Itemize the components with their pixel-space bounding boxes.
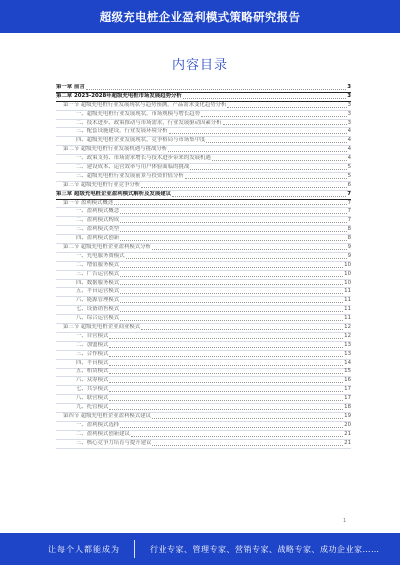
toc-entry-page: 3 (347, 101, 351, 108)
toc-entry-title: 一、超级充电桩行业发展现状，市场规模与增长趋势 (76, 110, 200, 117)
toc-entry-title: 三、盈利模式类型 (76, 226, 120, 233)
toc-entry[interactable] (56, 422, 351, 431)
toc-entry[interactable] (56, 315, 351, 324)
toc-leader-dots (190, 169, 346, 170)
toc-leader-dots (223, 124, 347, 125)
toc-entry-page: 7 (347, 217, 351, 224)
toc-leader-dots (206, 142, 346, 143)
toc-leader-dots (120, 284, 343, 285)
toc-entry-title: 四、超级充电桩企业发展现状，竞争格局与市场集中度 (76, 137, 206, 144)
toc-leader-dots (169, 133, 347, 134)
toc-entry-title: 三、核心竞争力培育与提升建议 (76, 439, 152, 446)
toc-entry-page: 11 (344, 315, 351, 322)
toc-entry[interactable] (56, 395, 351, 404)
toc-entry-title: 一、盈利模式选择 (76, 421, 120, 428)
toc-leader-dots (141, 187, 346, 188)
toc-leader-dots (109, 356, 343, 357)
toc-entry[interactable] (56, 369, 351, 378)
toc-entry-page: 6 (347, 181, 351, 188)
toc-entry-page: 9 (347, 244, 351, 251)
toc-entry-title: 八、综合运营模式 (76, 315, 120, 322)
toc-entry-title: 三、合作模式 (76, 350, 109, 357)
toc-entry-page: 17 (344, 386, 351, 393)
toc-leader-dots (120, 240, 346, 241)
toc-entry-page: 8 (347, 226, 351, 233)
toc-entry-title: 二、加盟模式 (76, 341, 109, 348)
toc-entry[interactable] (56, 244, 351, 253)
toc-entry-page: 16 (344, 377, 351, 384)
toc-leader-dots (131, 436, 343, 437)
toc-entry-page: 3 (347, 110, 351, 117)
table-of-contents (56, 84, 351, 449)
footer-tagline: 行业专家、管理专家、营销专家、战略专家、成功企业家…… (150, 545, 380, 554)
toc-entry[interactable] (56, 333, 351, 342)
toc-entry[interactable] (56, 253, 351, 262)
toc-leader-dots (109, 382, 343, 383)
toc-leader-dots (120, 302, 343, 303)
toc-entry-page: 4 (347, 146, 351, 153)
toc-entry[interactable] (56, 182, 351, 191)
toc-leader-dots (120, 231, 346, 232)
toc-entry[interactable] (56, 226, 351, 235)
page-number: 1 (343, 518, 347, 524)
toc-entry-title: 七、设备销售模式 (76, 306, 120, 313)
toc-entry-page: 11 (344, 288, 351, 295)
toc-leader-dots (185, 178, 347, 179)
toc-entry-title: 二、盈利模式构成 (76, 217, 120, 224)
toc-leader-dots (227, 107, 346, 108)
toc-entry-title: 八、联营模式 (76, 395, 109, 402)
toc-entry-title: 四、盈利模式创新 (76, 235, 120, 242)
toc-entry[interactable] (56, 280, 351, 289)
toc-entry[interactable] (56, 208, 351, 217)
toc-entry-title: 第二章 2023-2028年超级充电桩市场发展趋势分析 (56, 92, 182, 99)
toc-entry[interactable] (56, 84, 351, 93)
toc-entry[interactable] (56, 173, 351, 182)
toc-entry-title: 第三节 超级充电桩行业竞争分析 (63, 181, 141, 188)
toc-entry-page: 13 (344, 350, 351, 357)
toc-entry-page: 7 (347, 190, 351, 197)
toc-leader-dots (152, 249, 347, 250)
toc-entry-page: 19 (344, 412, 351, 419)
toc-heading: 内容目录 (171, 58, 228, 73)
toc-entry[interactable] (56, 342, 351, 351)
toc-entry-title: 三、广告运营模式 (76, 270, 120, 277)
toc-entry-page: 17 (344, 395, 351, 402)
toc-entry-page: 3 (347, 92, 351, 99)
toc-leader-dots (126, 258, 347, 259)
toc-entry-page: 3 (347, 119, 351, 126)
toc-entry-page: 12 (344, 332, 351, 339)
toc-leader-dots (120, 222, 346, 223)
toc-entry[interactable] (56, 102, 351, 111)
report-title: 超级充电桩企业盈利模式策略研究报告 (99, 9, 301, 24)
toc-entry[interactable] (56, 377, 351, 386)
toc-entry-page: 10 (344, 261, 351, 268)
toc-leader-dots (120, 267, 343, 268)
toc-entry-title: 五、租赁模式 (76, 368, 109, 375)
toc-entry-page: 8 (347, 235, 351, 242)
toc-entry-title: 一、政策支持、市场需求增长与技术进步带来的发展机遇 (76, 155, 211, 162)
toc-entry[interactable] (56, 431, 351, 440)
toc-entry[interactable] (56, 111, 351, 120)
toc-leader-dots (201, 116, 347, 117)
toc-leader-dots (120, 276, 343, 277)
toc-entry-title: 第三章 超级充电桩企业盈利模式解析及发展建议 (56, 190, 172, 197)
toc-leader-dots (120, 311, 343, 312)
toc-entry-page: 11 (344, 306, 351, 313)
toc-leader-dots (109, 373, 343, 374)
toc-leader-dots (114, 204, 346, 205)
toc-entry-page: 4 (347, 128, 351, 135)
toc-entry[interactable] (56, 288, 351, 297)
toc-entry-title: 第三节 超级充电桩企业商业模式 (63, 324, 141, 331)
toc-entry-title: 第一节 盈利模式概述 (63, 199, 114, 206)
toc-entry-page: 13 (344, 341, 351, 348)
toc-entry[interactable] (56, 351, 351, 360)
toc-entry[interactable] (56, 137, 351, 146)
toc-entry-title: 四、平台模式 (76, 359, 109, 366)
toc-leader-dots (109, 409, 343, 410)
toc-entry-title: 第一章 前言 (56, 83, 85, 90)
toc-entry-title: 六、众筹模式 (76, 377, 109, 384)
report-header-banner (0, 0, 400, 33)
toc-entry-title: 一、充电服务费模式 (76, 252, 125, 259)
toc-entry-title: 二、建设成本、运营效率与用户体验面临的挑战 (76, 164, 190, 170)
toc-entry-page: 14 (344, 359, 351, 366)
toc-leader-dots (109, 338, 343, 339)
toc-leader-dots (109, 365, 343, 366)
toc-entry-page: 3 (347, 83, 351, 90)
toc-entry-page: 21 (344, 430, 351, 437)
toc-leader-dots (152, 445, 343, 446)
toc-entry[interactable] (56, 93, 351, 102)
toc-leader-dots (152, 418, 343, 419)
toc-entry-page: 10 (344, 279, 351, 286)
toc-leader-dots (120, 293, 343, 294)
toc-leader-dots (141, 329, 343, 330)
toc-leader-dots (172, 196, 346, 197)
toc-entry-title: 二、技术进步、政策推动与市场需求，行业发展驱动因素分析 (76, 119, 222, 126)
toc-entry-title: 九、托管模式 (76, 404, 109, 411)
toc-leader-dots (86, 89, 346, 90)
toc-entry-page: 12 (344, 324, 351, 331)
toc-entry[interactable] (56, 120, 351, 129)
toc-entry-title: 三、超级充电桩行业发展前景与投资价值分析 (76, 172, 184, 179)
toc-entry[interactable] (56, 200, 351, 209)
toc-entry-title: 五、平台运营模式 (76, 288, 120, 295)
toc-leader-dots (109, 400, 343, 401)
toc-entry-page: 11 (344, 297, 351, 304)
toc-leader-dots (109, 391, 343, 392)
toc-entry[interactable] (56, 306, 351, 315)
toc-leader-dots (168, 151, 346, 152)
toc-entry-page: 20 (344, 421, 351, 428)
toc-entry[interactable] (56, 404, 351, 413)
toc-entry-page: 5 (347, 164, 351, 170)
toc-entry[interactable] (56, 164, 351, 173)
toc-entry[interactable] (56, 297, 351, 306)
toc-entry-title: 一、自营模式 (76, 332, 109, 339)
toc-leader-dots (183, 98, 346, 99)
toc-leader-dots (120, 427, 343, 428)
toc-entry-page: 4 (347, 155, 351, 162)
toc-entry-page: 4 (347, 137, 351, 144)
toc-entry-title: 四、数据服务模式 (76, 279, 120, 286)
toc-entry[interactable] (56, 155, 351, 164)
toc-entry-page: 15 (344, 368, 351, 375)
toc-entry[interactable] (56, 191, 351, 200)
toc-entry[interactable] (56, 413, 351, 422)
toc-entry[interactable] (56, 440, 351, 449)
footer-slogan: 让每个人都能成为 (48, 545, 120, 554)
toc-entry[interactable] (56, 386, 351, 395)
toc-entry-page: 21 (344, 439, 351, 446)
toc-entry-title: 第二节 超级充电桩行业发展机遇与挑战分析 (63, 146, 168, 153)
toc-entry[interactable] (56, 360, 351, 369)
toc-entry-page: 7 (347, 199, 351, 206)
toc-leader-dots (120, 320, 343, 321)
toc-entry[interactable] (56, 324, 351, 333)
toc-entry[interactable] (56, 128, 351, 137)
toc-entry-title: 一、盈利模式概念 (76, 208, 120, 215)
toc-entry-page: 9 (347, 252, 351, 259)
toc-entry-title: 第一节 超级充电桩行业发展现状与趋势预测，产品需求变化趋势分析 (63, 101, 227, 108)
toc-entry-title: 第二节 超级充电桩企业盈利模式分析 (63, 244, 151, 251)
toc-entry[interactable] (56, 235, 351, 244)
toc-entry-title: 七、共享模式 (76, 386, 109, 393)
toc-entry[interactable] (56, 262, 351, 271)
toc-leader-dots (109, 347, 343, 348)
footer-divider (134, 540, 135, 558)
toc-entry-page: 10 (344, 270, 351, 277)
toc-entry-title: 第四节 超级充电桩企业盈利模式建议 (63, 412, 151, 419)
footer-banner (0, 533, 400, 565)
toc-entry[interactable] (56, 271, 351, 280)
toc-entry-page: 5 (347, 172, 351, 179)
toc-entry[interactable] (56, 146, 351, 155)
toc-entry-title: 六、能源管理模式 (76, 297, 120, 304)
toc-leader-dots (212, 160, 347, 161)
toc-leader-dots (120, 213, 346, 214)
toc-entry-page: 7 (347, 208, 351, 215)
toc-entry[interactable] (56, 217, 351, 226)
toc-entry-title: 二、盈利模式创新建议 (76, 430, 130, 437)
toc-entry-title: 二、增值服务模式 (76, 261, 120, 268)
toc-entry-title: 三、配套设施建设，行业发展环境分析 (76, 128, 168, 135)
toc-entry-page: 18 (344, 404, 351, 411)
